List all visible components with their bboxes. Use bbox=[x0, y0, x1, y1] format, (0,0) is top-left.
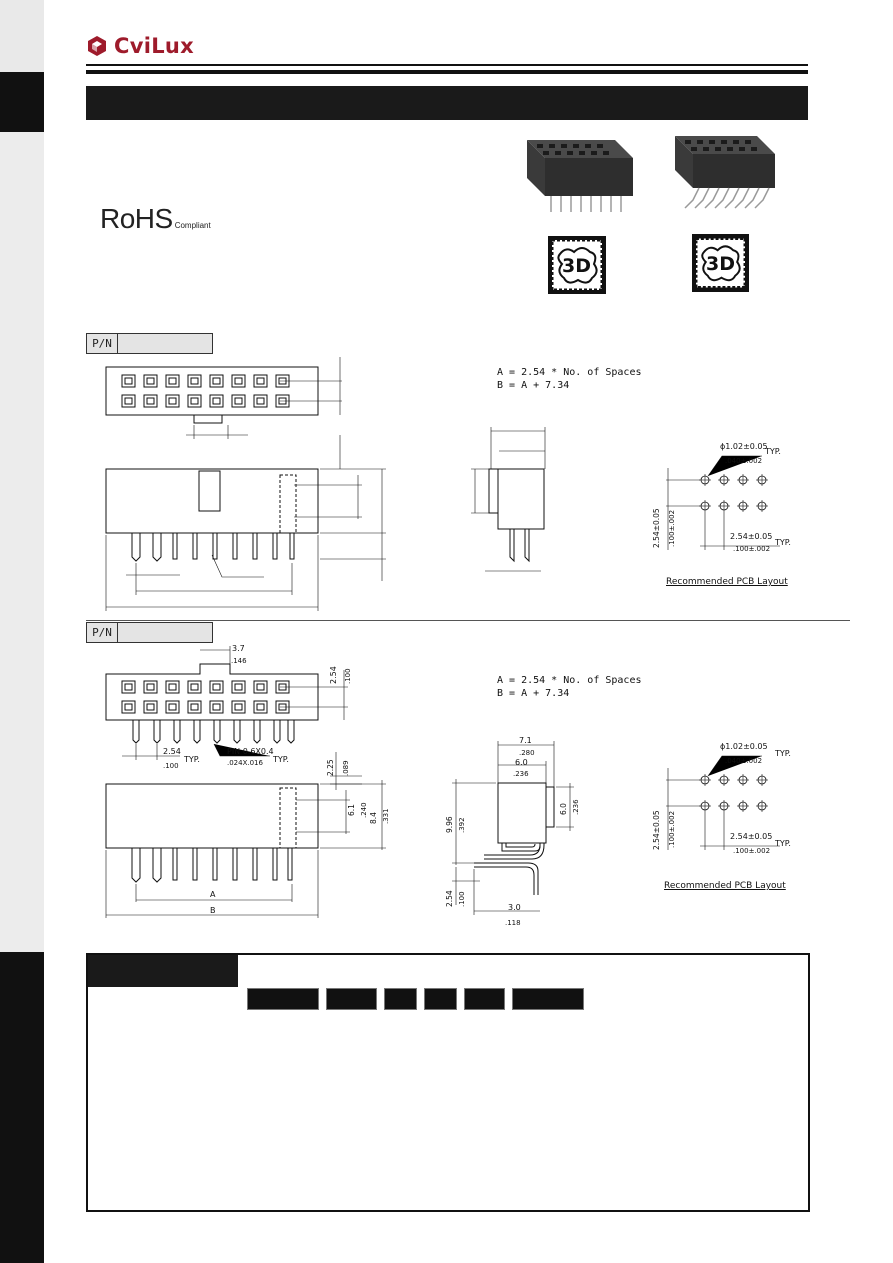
pn-label: P/N bbox=[87, 623, 118, 642]
s2-side-w1: 7.1 bbox=[519, 736, 532, 745]
s2-formulas bbox=[497, 674, 642, 700]
sidebar-top bbox=[0, 0, 44, 72]
s2-side-h3-in: .100 bbox=[458, 891, 466, 907]
s1-side-view-drawing bbox=[465, 425, 565, 580]
s1-pcb-pitch-typ: TYP. bbox=[775, 538, 791, 547]
s2-dim-b: B bbox=[210, 906, 216, 915]
product-image-vertical bbox=[515, 128, 645, 218]
rohs-compliant: Compliant bbox=[174, 221, 211, 230]
s1-pcb-layout bbox=[650, 440, 820, 565]
s2-pin-typ: TYP. bbox=[273, 755, 289, 764]
s2-dim-6-1-in: .240 bbox=[360, 802, 368, 818]
sidebar-tab-bottom bbox=[0, 952, 44, 1263]
s1-pcb-caption: Recommended PCB Layout bbox=[666, 577, 788, 587]
s1-front-view-drawing bbox=[100, 435, 390, 615]
s1-pcb-pitch-h: 2.54±0.05 bbox=[730, 532, 773, 541]
s2-side-h2: 6.0 bbox=[559, 803, 568, 815]
3d-label: 3D bbox=[562, 255, 591, 277]
brand-name: CviLux bbox=[114, 34, 194, 58]
s2-front-view-drawing bbox=[100, 750, 390, 925]
s2-pin-pitch-typ: TYP. bbox=[184, 755, 200, 764]
3d-model-badge-right-angle[interactable] bbox=[692, 234, 749, 292]
s1-formulas bbox=[497, 366, 642, 392]
s2-row-pitch: 2.54 bbox=[329, 666, 338, 684]
title-bar bbox=[86, 86, 808, 120]
s2-pcb-pitch-v-in: .100±.002 bbox=[668, 810, 676, 848]
s2-side-h1-in: .392 bbox=[458, 817, 466, 833]
pn-label: P/N bbox=[87, 334, 118, 353]
s1-top-view-drawing bbox=[100, 355, 360, 445]
s2-pin-size-in: .024X.016 bbox=[227, 759, 263, 767]
rohs-mark bbox=[100, 203, 211, 235]
s2-dim-2-25: 2.25 bbox=[326, 759, 335, 776]
s2-row-pitch-in: .100 bbox=[344, 668, 352, 684]
s2-formula-b: B = A + 7.34 bbox=[497, 688, 570, 699]
s2-key-width: 3.7 bbox=[232, 644, 245, 653]
s2-side-h1: 9.96 bbox=[445, 816, 454, 833]
s2-pcb-pitch-h: 2.54±0.05 bbox=[730, 832, 773, 841]
code-segment bbox=[464, 988, 505, 1010]
s2-pcb-layout bbox=[650, 740, 820, 865]
s2-side-w2: 6.0 bbox=[515, 758, 528, 767]
s2-pcb-hole-dia: ϕ1.02±0.05 bbox=[720, 742, 768, 751]
s2-key-width-in: .146 bbox=[231, 657, 247, 665]
code-segment bbox=[247, 988, 319, 1010]
s1-formula-a: A = 2.54 * No. of Spaces bbox=[497, 367, 642, 378]
product-image-right-angle bbox=[665, 128, 795, 218]
s2-dim-2-25-in: .089 bbox=[342, 760, 350, 776]
s1-pcb-hole-in: .040±.002 bbox=[725, 457, 763, 465]
s2-pcb-pitch-h-in: .100±.002 bbox=[733, 847, 771, 855]
s2-pcb-pitch-typ: TYP. bbox=[775, 839, 791, 848]
s1-pcb-hole-dia: ϕ1.02±0.05 bbox=[720, 442, 768, 451]
header-rule bbox=[86, 64, 808, 66]
s2-formula-a: A = 2.54 * No. of Spaces bbox=[497, 675, 642, 686]
s2-pcb-pitch-v: 2.54±0.05 bbox=[652, 810, 661, 850]
s1-pcb-hole-typ: TYP. bbox=[765, 447, 781, 456]
3d-label: 3D bbox=[706, 253, 735, 275]
rohs-text: RoHS bbox=[100, 203, 173, 234]
s2-side-view-drawing bbox=[440, 735, 580, 930]
s2-pin-pitch: 2.54 bbox=[163, 747, 181, 756]
code-segment bbox=[326, 988, 377, 1010]
s2-dim-a: A bbox=[210, 890, 216, 899]
section-divider bbox=[86, 620, 850, 621]
s2-dim-8-4: 8.4 bbox=[369, 812, 378, 824]
s2-pin-pitch-in: .100 bbox=[163, 762, 179, 770]
code-segment bbox=[384, 988, 417, 1010]
cvilux-mark-icon bbox=[86, 35, 108, 57]
s2-side-l1: 3.0 bbox=[508, 903, 521, 912]
s2-pcb-hole-typ: TYP. bbox=[775, 749, 791, 758]
brand-logo bbox=[86, 34, 194, 58]
sidebar-tab-top bbox=[0, 72, 44, 132]
s2-side-h3: 2.54 bbox=[445, 890, 454, 907]
s1-formula-b: B = A + 7.34 bbox=[497, 380, 570, 391]
s1-pcb-pitch-v-in: .100±.002 bbox=[668, 509, 676, 547]
s2-dim-8-4-in: .331 bbox=[382, 808, 390, 824]
s2-side-w2-in: .236 bbox=[513, 770, 529, 778]
code-segment bbox=[512, 988, 584, 1010]
s1-pcb-pitch-h-in: .100±.002 bbox=[733, 545, 771, 553]
s2-side-l1-in: .118 bbox=[505, 919, 521, 927]
ordering-info-tab bbox=[88, 955, 238, 987]
3d-model-badge-vertical[interactable] bbox=[548, 236, 606, 294]
header-rule-thick bbox=[86, 70, 808, 74]
s1-pcb-pitch-v: 2.54±0.05 bbox=[652, 508, 661, 548]
s2-dim-6-1: 6.1 bbox=[347, 804, 356, 816]
s2-pcb-caption: Recommended PCB Layout bbox=[664, 881, 786, 891]
s2-side-h2-in: .236 bbox=[572, 799, 580, 815]
s2-pcb-hole-in: .040±.002 bbox=[725, 757, 763, 765]
code-segment bbox=[424, 988, 457, 1010]
s2-pin-size: PIN 0.6X0.4 bbox=[227, 747, 274, 756]
pn-value bbox=[118, 334, 212, 353]
part-number-box bbox=[86, 333, 213, 354]
sidebar-middle bbox=[0, 132, 44, 952]
s2-side-w1-in: .280 bbox=[519, 749, 535, 757]
